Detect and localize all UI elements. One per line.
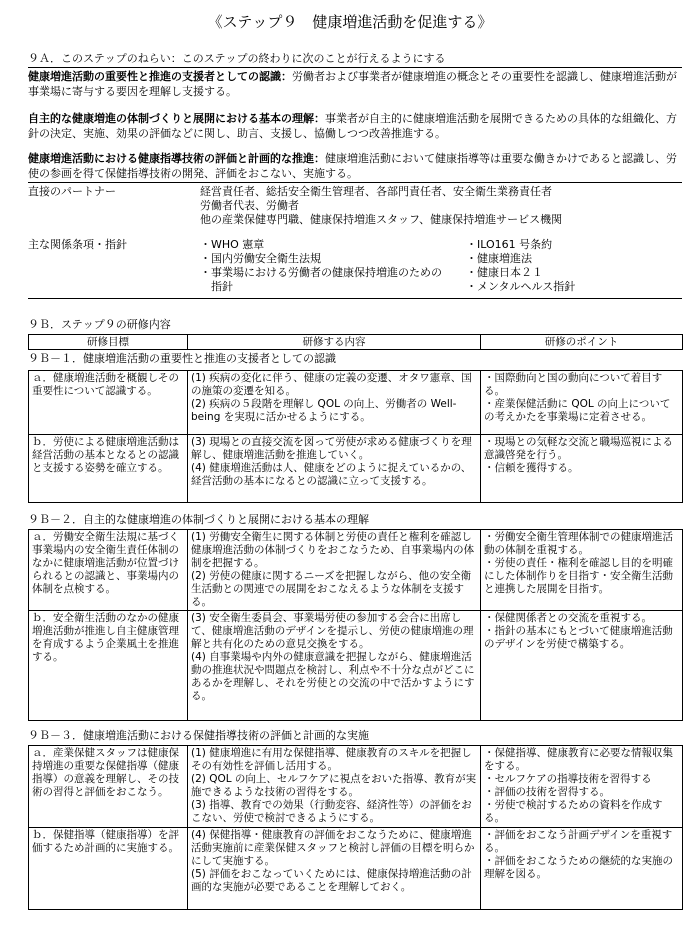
- content-cell: (1) 健康増進に有用な保健指導、健康教育のスキルを把握しその有効性を評価し活用する。 (2) QOL の向上、セルフケアに視点をおいた指導、教育が実施できるような技術の習得をする。 (3) 指導、教育での効果（行動変容、経済性等）の評価をおこない、労使で検討できるようにする。: [188, 746, 481, 828]
- partner-line: 労働者代表、労働者: [200, 199, 299, 212]
- content-cell: (3) 安全衛生委員会、事業場労使の参加する会合に出席して、健康増進活動のデザインを提示し、労使の健康増進の理解と共有化のための意見交換をする。 (4) 自事業場や内外の健康意識を把握しながら、健康増進活動の推進状況や問題点を検討し、利点や不十分な点がどこにあるかを理解し、それを労使との交流の中で活かすようにする。: [188, 611, 481, 721]
- aim-paragraph-1: [28, 69, 682, 99]
- aim-1-heading: 健康増進活動の重要性と推進の支援者としての認識：: [28, 70, 292, 83]
- content-cell: (3) 現場との直接交流を図って労使が求める健康づくりを理解し、健康増進活動を推進していく。 (4) 健康増進活動は人、健康をどのように捉えているかの、経営活動の基本になるとの認識に立って支援する。: [188, 435, 481, 503]
- aim-2-text: 事業者が自主的に健康増進活動を展開できるための具体的な組織化、方針の決定、実施、効果の評価などに関し、助言、支援し、協働しつつ改善推進する。: [28, 112, 677, 140]
- section-a-heading: ９Ａ．このステップのねらい：このステップの終わりに次のことが行えるようにする: [28, 52, 446, 65]
- table-row: [29, 435, 683, 503]
- aim-paragraph-3: [28, 151, 682, 181]
- divider: [28, 67, 682, 68]
- reference-item: ・ILO161 号条約: [466, 238, 553, 251]
- group-2-title: ９Ｂ－２．自主的な健康増進の体制づくりと展開における基本の理解: [28, 513, 369, 526]
- goal-cell: ａ．労働安全衛生法規に基づく事業場内の安全衛生責任体制のなかに健康増進活動が位置づけられるとの認識と、事業場内の体制を点検する。: [29, 530, 188, 611]
- point-cell: ・保健関係者との交流を重視する。 ・指針の基本にもとづいて健康増進活動のデザインを労使で構築する。: [481, 611, 683, 721]
- partner-line: 経営責任者、総括安全衛生管理者、各部門責任者、安全衛生業務責任者: [200, 185, 552, 198]
- references-left: [200, 238, 460, 294]
- divider: [28, 298, 682, 299]
- table-row: [29, 371, 683, 435]
- training-table-group-2: [28, 529, 683, 721]
- goal-cell: ｂ．労使による健康増進活動は経営活動の基本となるとの認識と支援する姿勢を確立する。: [29, 435, 188, 503]
- reference-item: ・健康日本２１: [466, 266, 543, 279]
- table-row: [29, 530, 683, 611]
- references-label: 主な関係条項・指針: [28, 238, 127, 251]
- partners-list: [200, 185, 680, 227]
- reference-item: ・WHO 憲章: [200, 238, 265, 251]
- point-cell: ・評価をおこなう計画デザインを重視する。 ・評価をおこなうための継続的な実施の理解を図る。: [481, 828, 683, 910]
- group-1-title: ９Ｂ－１．健康増進活動の重要性と推進の支援者としての認識: [28, 352, 336, 365]
- reference-item: ・国内労働安全衛生法規: [200, 252, 321, 265]
- aim-3-heading: 健康増進活動における健康指導技術の評価と計画的な推進：: [28, 152, 325, 165]
- aim-1-text: 労働者および事業者が健康増進の概念とその重要性を認識し、健康増進活動が事業場に寄与する要因を理解し支援する。: [28, 70, 677, 98]
- reference-item: ・事業場における労働者の健康保持増進のための: [200, 266, 442, 279]
- goal-cell: ａ．産業保健スタッフは健康保持増進の重要な保健指導（健康指導）の意義を理解し、その技術の習得と評価をおこなう。: [29, 746, 188, 828]
- aim-3-text: 健康増進活動において健康指導等は重要な働きかけであると認識し、労使の参画を得て保健指導技術の開発、評価をおこない、実施する。: [28, 152, 677, 180]
- point-cell: ・労働安全衛生管理体制での健康増進活動の体制を重視する。 ・労使の責任・権利を確認し目的を明確にした体制作りを目指す・安全衛生活動と連携した展開を目指す。: [481, 530, 683, 611]
- reference-item: ・メンタルヘルス指針: [466, 280, 576, 293]
- point-cell: ・保健指導、健康教育に必要な情報収集をする。 ・セルフケアの指導技術を習得する ・評価の技術を習得する。 ・労使で検討するための資料を作成する。: [481, 746, 683, 828]
- training-table-header: [28, 334, 683, 350]
- column-header-goal: 研修目標: [29, 335, 188, 350]
- references-right: [466, 238, 666, 294]
- column-header-point: 研修のポイント: [481, 335, 683, 350]
- training-table-group-1: [28, 370, 683, 503]
- section-b-heading: ９Ｂ．ステップ９の研修内容: [28, 318, 171, 331]
- page-title: 《ステップ９ 健康増進活動を促進する》: [207, 13, 493, 31]
- group-3-title: ９Ｂ－３．健康増進活動における保健指導技術の評価と計画的な実施: [28, 729, 369, 742]
- column-header-content: 研修する内容: [188, 335, 481, 350]
- point-cell: ・現場との気軽な交流と職場巡視による意識啓発を行う。 ・信頼を獲得する。: [481, 435, 683, 503]
- goal-cell: ｂ．安全衛生活動のなかの健康増進活動が推進し自主健康管理を育成するよう企業風土を推進する。: [29, 611, 188, 721]
- divider: [28, 182, 682, 183]
- content-cell: (4) 保健指導・健康教育の評価をおこなうために、健康増進活動実施前に産業保健スタッフと検討し評価の目標を明らかにして実施する。 (5) 評価をおこなっていくためには、健康保持増進活動の計画的な実施が必要であることを理解しておく。: [188, 828, 481, 910]
- table-row: [29, 746, 683, 828]
- goal-cell: ｂ．保健指導（健康指導）を評価するため計画的に実施する。: [29, 828, 188, 910]
- content-cell: (1) 疾病の変化に伴う、健康の定義の変遷、オタワ憲章、国の施策の変遷を知る。 (2) 疾病の５段階を理解し QOL の向上、労働者の Well-being を実現に活かせるようにする。: [188, 371, 481, 435]
- content-cell: (1) 労働安全衛生に関する体制と労使の責任と権利を確認し健康増進活動の体制づくりをおこなうため、自事業場内の体制を把握する。 (2) 労使の健康に関するニーズを把握しながら、他の安全衛生活動との関連での展開をおこなえるような体制を支援する。: [188, 530, 481, 611]
- partners-label: 直接のパートナー: [28, 185, 116, 198]
- partner-line: 他の産業保健専門職、健康保持増進スタッフ、健康保持増進サービス機関: [200, 213, 563, 226]
- aim-2-heading: 自主的な健康増進の体制づくりと展開における基本の理解：: [28, 112, 325, 125]
- aim-paragraph-2: [28, 111, 682, 141]
- reference-item: 指針: [200, 280, 233, 293]
- reference-item: ・健康増進法: [466, 252, 532, 265]
- goal-cell: ａ．健康増進活動を概観しその重要性について認識する。: [29, 371, 188, 435]
- table-row: [29, 611, 683, 721]
- point-cell: ・国際動向と国の動向について着目する。 ・産業保健活動に QOL の向上についての考えかたを事業場に定着させる。: [481, 371, 683, 435]
- table-row: [29, 828, 683, 910]
- training-table-group-3: [28, 745, 683, 910]
